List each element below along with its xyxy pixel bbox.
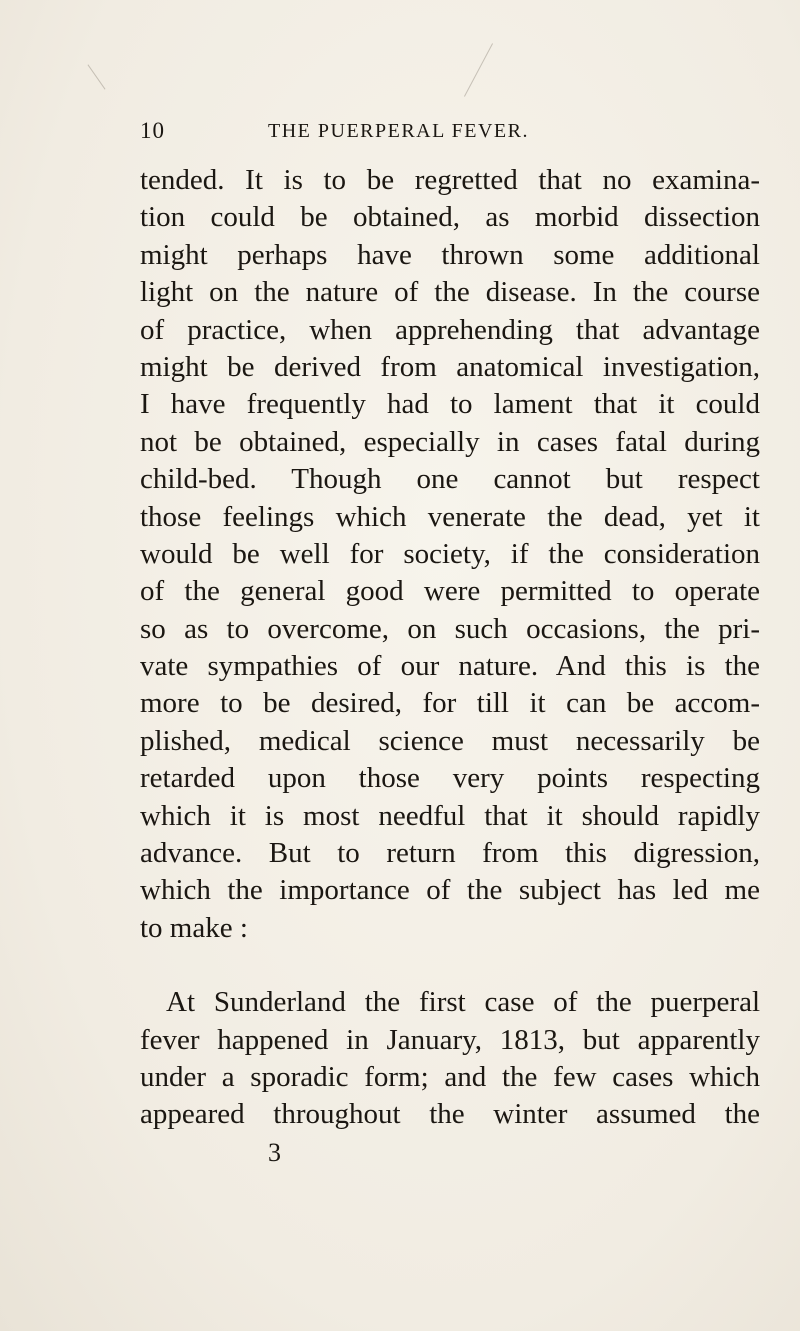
text-line: plished, medical science must necessarily be — [140, 724, 760, 757]
text-line: At Sunderland the first case of the puerperal — [166, 986, 760, 1019]
text-line: those feelings which venerate the dead, yet it — [140, 500, 760, 533]
text-line: I have frequently had to lament that it could — [140, 388, 760, 421]
text-line: tion could be obtained, as morbid dissection — [140, 201, 760, 234]
text-line: tended. It is to be regretted that no examina- — [140, 164, 760, 196]
text-line: retarded upon those very points respecting — [140, 762, 760, 795]
text-line: appeared throughout the winter assumed the — [140, 1098, 760, 1131]
stray-ink-mark — [464, 43, 493, 96]
text-line: vate sympathies of our nature. And this is the — [140, 650, 760, 683]
signature-mark: 3 — [268, 1137, 281, 1167]
text-line: light on the nature of the disease. In the course — [140, 276, 760, 309]
text-line: might perhaps have thrown some additional — [140, 238, 760, 271]
text-line: which the importance of the subject has led me — [140, 874, 760, 907]
running-head: THE PUERPERAL FEVER. — [268, 120, 529, 142]
text-line: child-bed. Though one cannot but respect — [140, 463, 760, 496]
stray-ink-mark — [87, 64, 105, 89]
page-header — [140, 118, 760, 148]
body-text — [140, 162, 760, 1171]
page-number: 10 — [140, 118, 165, 143]
paragraph-break — [140, 947, 760, 984]
paragraph-1 — [140, 162, 760, 947]
text-line: not be obtained, especially in cases fatal during — [140, 425, 760, 458]
text-line: of the general good were permitted to operate — [140, 575, 760, 608]
text-line: advance. But to return from this digression, — [140, 837, 760, 870]
text-line: of practice, when apprehending that advantage — [140, 313, 760, 346]
text-line: would be well for society, if the consideration — [140, 537, 760, 570]
text-line: so as to overcome, on such occasions, the pri- — [140, 612, 760, 645]
text-line: under a sporadic form; and the few cases which — [140, 1060, 760, 1093]
text-line: fever happened in January, 1813, but apparently — [140, 1023, 760, 1056]
paragraph-2 — [140, 984, 760, 1134]
text-line: more to be desired, for till it can be accom- — [140, 687, 760, 720]
text-line: might be derived from anatomical investigation, — [140, 350, 760, 383]
text-line: to make : — [140, 911, 248, 944]
text-line: which it is most needful that it should rapidly — [140, 799, 760, 832]
